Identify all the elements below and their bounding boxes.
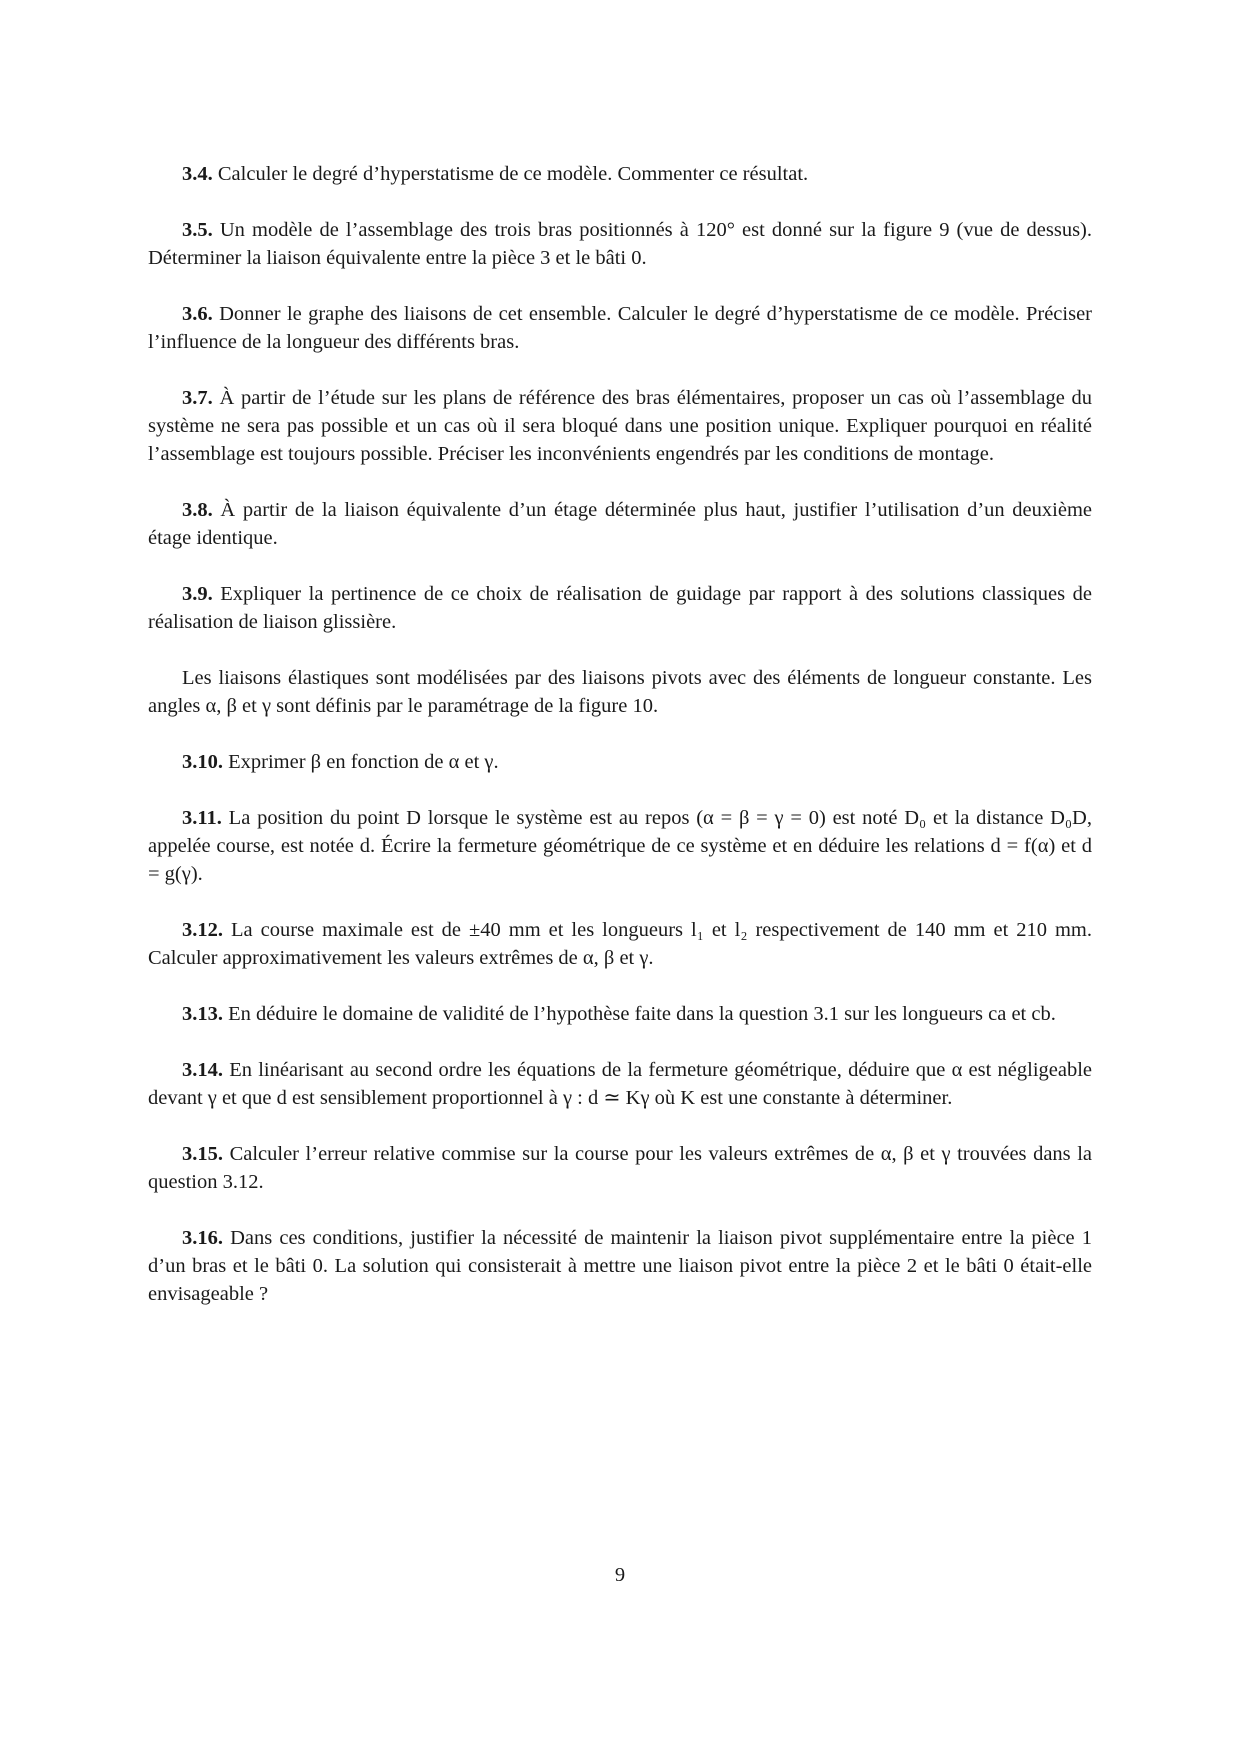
question-3-5 <box>148 216 1092 272</box>
question-3-10 <box>148 748 1092 776</box>
question-3-11 <box>148 804 1092 888</box>
question-number: 3.16. <box>182 1227 223 1249</box>
question-number: 3.15. <box>182 1143 223 1165</box>
intro-paragraph <box>148 664 1092 720</box>
question-3-8 <box>148 496 1092 552</box>
question-text: En linéarisant au second ordre les équations de la fermeture géométrique, déduire que α est négligeable devant γ et que d est sensiblement proportionnel à γ : d ≃ Kγ où K est une constante à déterminer. <box>148 1059 1093 1109</box>
question-number: 3.4. <box>182 163 213 185</box>
question-text: Donner le graphe des liaisons de cet ensemble. Calculer le degré d’hyperstatisme de ce modèle. Préciser l’influence de la longueur des différents bras. <box>148 303 1092 353</box>
question-3-6 <box>148 300 1092 356</box>
question-number: 3.10. <box>182 751 223 773</box>
question-number: 3.7. <box>182 387 213 409</box>
page-number: 9 <box>614 1564 626 1586</box>
question-number: 3.8. <box>182 499 213 521</box>
question-text: Calculer le degré d’hyperstatisme de ce modèle. Commenter ce résultat. <box>217 163 809 185</box>
question-text: Un modèle de l’assemblage des trois bras positionnés à 120° est donné sur la figure 9 (vue de dessus). Déterminer la liaison équivalente entre la pièce 3 et le bâti 0. <box>148 219 1093 269</box>
question-number: 3.12. <box>182 919 223 941</box>
question-text: La course maximale est de ±40 mm et les longueurs l₁ et l₂ respectivement de 140 mm et 210 mm. Calculer approximativement les valeurs extrêmes de α, β et γ. <box>148 919 1093 969</box>
question-3-12 <box>148 916 1092 972</box>
question-number: 3.11. <box>182 807 222 829</box>
question-number: 3.9. <box>182 583 213 605</box>
paragraph-text: Les liaisons élastiques sont modélisées par des liaisons pivots avec des éléments de longueur constante. Les angles α, β et γ sont définis par le paramétrage de la figure 10. <box>148 667 1092 717</box>
question-3-9 <box>148 580 1092 636</box>
question-text: Dans ces conditions, justifier la nécessité de maintenir la liaison pivot supplémentaire entre la pièce 1 d’un bras et le bâti 0. La solution qui consisterait à mettre une liaison pivot entre la pièce 2 et le bâti 0 était-elle envisageable ? <box>148 1227 1093 1305</box>
question-text: La position du point D lorsque le système est au repos (α = β = γ = 0) est noté D₀ et la distance D₀D, appelée course, est notée d. Écrire la fermeture géométrique de ce système et en déduire les relations d = f(α) et d = g(γ). <box>148 807 1092 885</box>
question-number: 3.13. <box>182 1003 223 1025</box>
question-3-15 <box>148 1140 1092 1196</box>
question-text: En déduire le domaine de validité de l’hypothèse faite dans la question 3.1 sur les longueurs ca et cb. <box>228 1003 1056 1025</box>
document-body <box>148 160 1092 1336</box>
question-text: À partir de la liaison équivalente d’un étage déterminée plus haut, justifier l’utilisation d’un deuxième étage identique. <box>148 499 1092 549</box>
question-text: À partir de l’étude sur les plans de référence des bras élémentaires, proposer un cas où l’assemblage du système ne sera pas possible et un cas où il sera bloqué dans une position unique. Expliquer pourquoi en réalité l’assemblage est toujours possible. Préciser les inconvénients engendrés par les conditions de montage. <box>148 387 1092 465</box>
question-3-7 <box>148 384 1092 468</box>
question-3-4 <box>148 160 1092 188</box>
question-3-14 <box>148 1056 1092 1112</box>
question-number: 3.5. <box>182 219 213 241</box>
question-text: Calculer l’erreur relative commise sur la course pour les valeurs extrêmes de α, β et γ trouvées dans la question 3.12. <box>148 1143 1093 1193</box>
question-3-13 <box>148 1000 1092 1028</box>
question-3-16 <box>148 1224 1092 1308</box>
question-number: 3.14. <box>182 1059 223 1081</box>
question-text: Expliquer la pertinence de ce choix de réalisation de guidage par rapport à des solutions classiques de réalisation de liaison glissière. <box>148 583 1093 633</box>
question-text: Exprimer β en fonction de α et γ. <box>228 751 499 773</box>
question-number: 3.6. <box>182 303 213 325</box>
